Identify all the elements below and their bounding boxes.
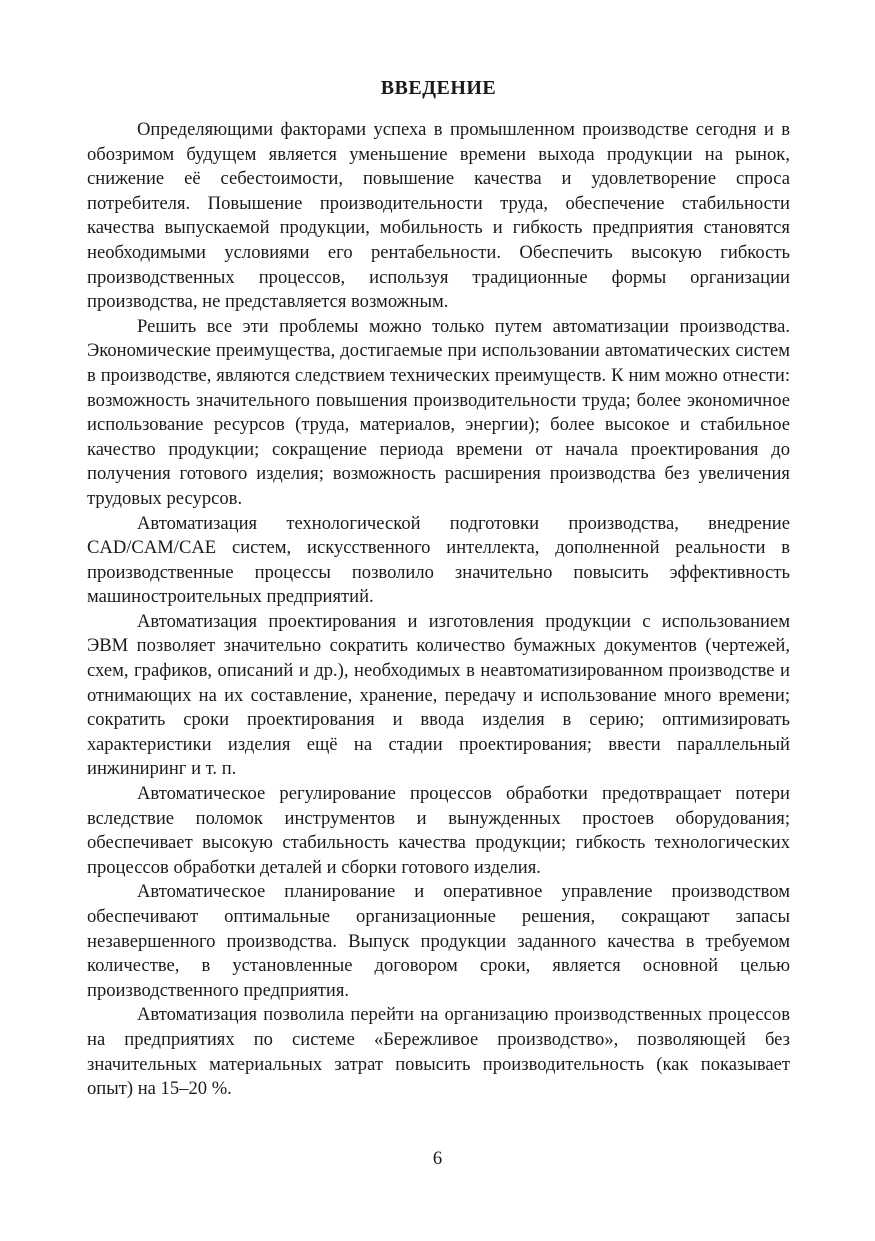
paragraph-3: Автоматизация технологической подготовки производства, внедрение CAD/CAM/CAE систем, искусственного интеллекта, дополненной реальности в производственные процессы позволило значительно повысить эффективность машиностроительных предприятий. [87, 512, 790, 608]
paragraph-1: Определяющими факторами успеха в промышленном производстве сегодня и в обозримом будущем является уменьшение времени выхода продукции на рынок, снижение её себестоимости, повышение качества и удовлетворение спроса потребителя. Повышение производительности труда, обеспечение стабильности качества выпускаемой продукции, мобильность и гибкость предприятия становятся необходимыми условиями его рентабельности. Обеспечить высокую гибкость производственных процессов, используя традиционные формы организации производства, не представляется возможным. [87, 119, 790, 313]
page-number: 6 [432, 1148, 443, 1169]
document-page [87, 70, 790, 1102]
paragraph-4: Автоматизация проектирования и изготовления продукции с использованием ЭВМ позволяет значительно сократить количество бумажных документов (чертежей, схем, графиков, описаний и др.), необходимых в неавтоматизированном производстве и отнимающих на их составление, хранение, передачу и использование много времени; сократить сроки проектирования и ввода изделия в серию; оптимизировать характеристики изделия ещё на стадии проектирования; ввести параллельный инжиниринг и т. п. [87, 610, 790, 780]
section-title: ВВЕДЕНИЕ [380, 77, 497, 99]
paragraph-7: Автоматизация позволила перейти на организацию производственных процессов на предприятиях по системе «Бережливое производство», позволяющей без значительных материальных затрат повысить производительность (как показывает опыт) на 15–20 %. [87, 1004, 790, 1100]
paragraph-6: Автоматическое планирование и оперативное управление производством обеспечивают оптимальные организационные решения, сокращают запасы незавершенного производства. Выпуск продукции заданного качества в требуемом количестве, в установленные договором сроки, является основной целью производственного предприятия. [87, 881, 790, 1001]
paragraph-2: Решить все эти проблемы можно только путем автоматизации производства. Экономические преимущества, достигаемые при использовании автоматических систем в производстве, являются следствием технических преимуществ. К ним можно отнести: возможность значительного повышения производительности труда; более экономичное использование ресурсов (труда, материалов, энергии); более высокое и стабильное качество продукции; сокращение периода времени от начала проектирования до получения готового изделия; возможность расширения производства без увеличения трудовых ресурсов. [87, 315, 790, 509]
paragraph-5: Автоматическое регулирование процессов обработки предотвращает потери вследствие поломок инструментов и вынужденных простоев оборудования; обеспечивает высокую стабильность качества продукции; гибкость технологических процессов обработки деталей и сборки готового изделия. [87, 783, 790, 878]
